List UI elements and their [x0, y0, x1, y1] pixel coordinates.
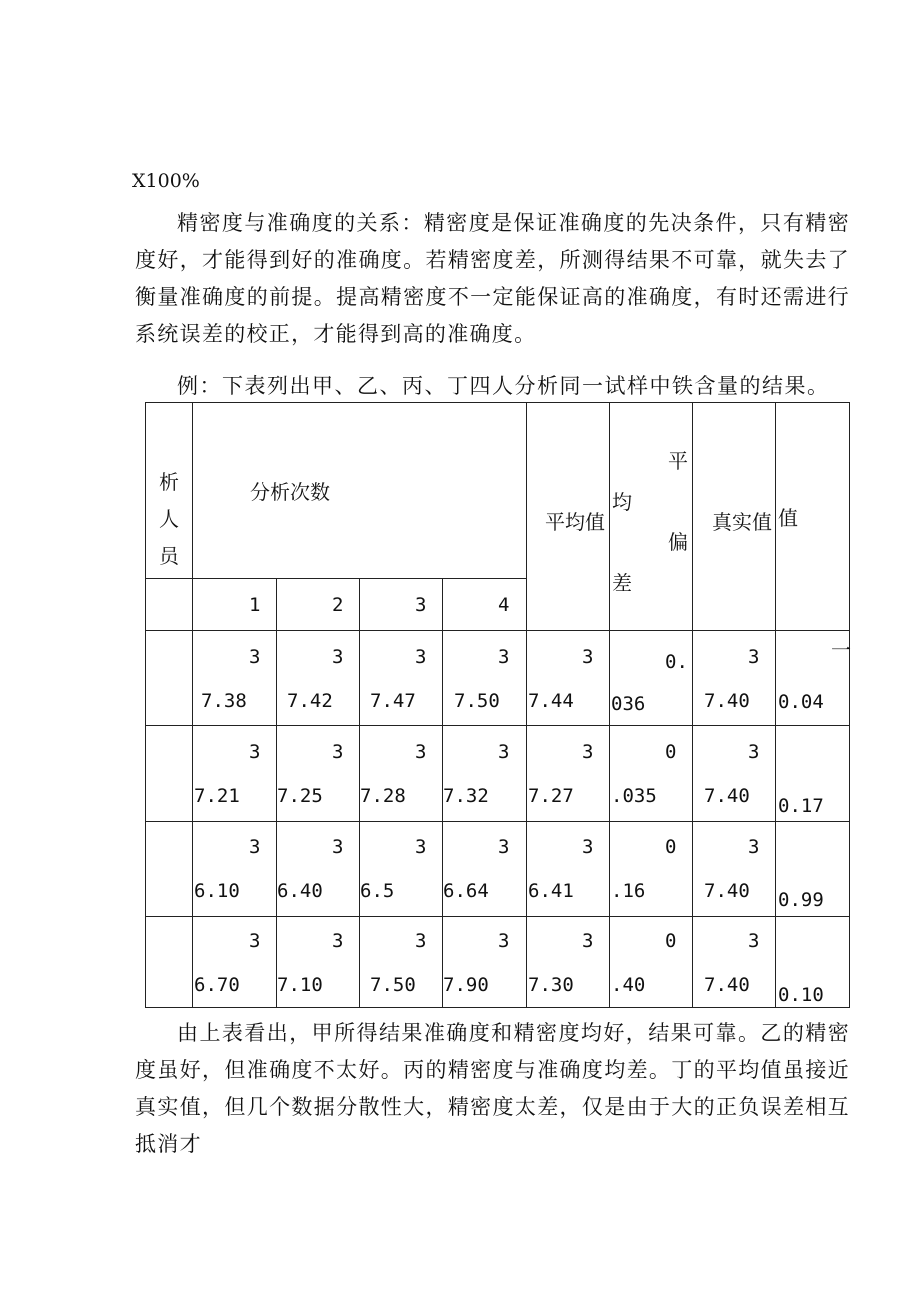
trial-number-4: 4 — [498, 594, 510, 616]
trial-number-1: 1 — [249, 594, 261, 616]
trial-number-2: 2 — [332, 594, 344, 616]
header-true-value: 真实值 — [712, 510, 772, 534]
results-table: 析 人 员 分析次数 1 2 3 4 平均值 平 均 偏 差 真实值 值 3 7.38 3 7.42 3 7.47 3 7.50 3 7.44 0. 036 3 7.40 一 0.04 3 7.21 3 7.25 3 7.28 3 7.32 3 7.27 0 .035 3 7.40 0.17 3 6.10 3 6.40 3 6.5 3 6.64 3 6.41 0 .16 3 7.40 0.99 3 6.70 3 7.10 3 7.50 3 7.90 3 7.30 0 .40 3 7.40 0.10 — [145, 402, 850, 1008]
header-trials: 分析次数 — [250, 480, 330, 504]
trial-number-3: 3 — [415, 594, 427, 616]
paragraph-precision-accuracy: 精密度与准确度的关系：精密度是保证准确度的先决条件，只有精密度好，才能得到好的准确度。若精密度差，所测得结果不可靠，就失去了衡量准确度的前提。提高精密度不一定能保证高的准确度，有时还需进行系统误差的校正，才能得到高的准确度。 — [135, 211, 850, 346]
header-mean: 平均值 — [545, 510, 605, 534]
paragraph-analysis: 由上表看出，甲所得结果准确度和精密度均好，结果可靠。乙的精密度虽好，但准确度不太好。丙的精密度与准确度均差。丁的平均值虽接近真实值，但几个数据分散性大，精密度太差，仅是由于大的正负误差相互抵消才 — [135, 1021, 850, 1156]
header-person: 析 人 员 — [159, 470, 179, 568]
formula-fragment: X100% — [132, 170, 200, 192]
header-value: 值 — [778, 506, 798, 530]
example-caption: 例：下表列出甲、乙、丙、丁四人分析同一试样中铁含量的结果。 — [177, 374, 830, 398]
